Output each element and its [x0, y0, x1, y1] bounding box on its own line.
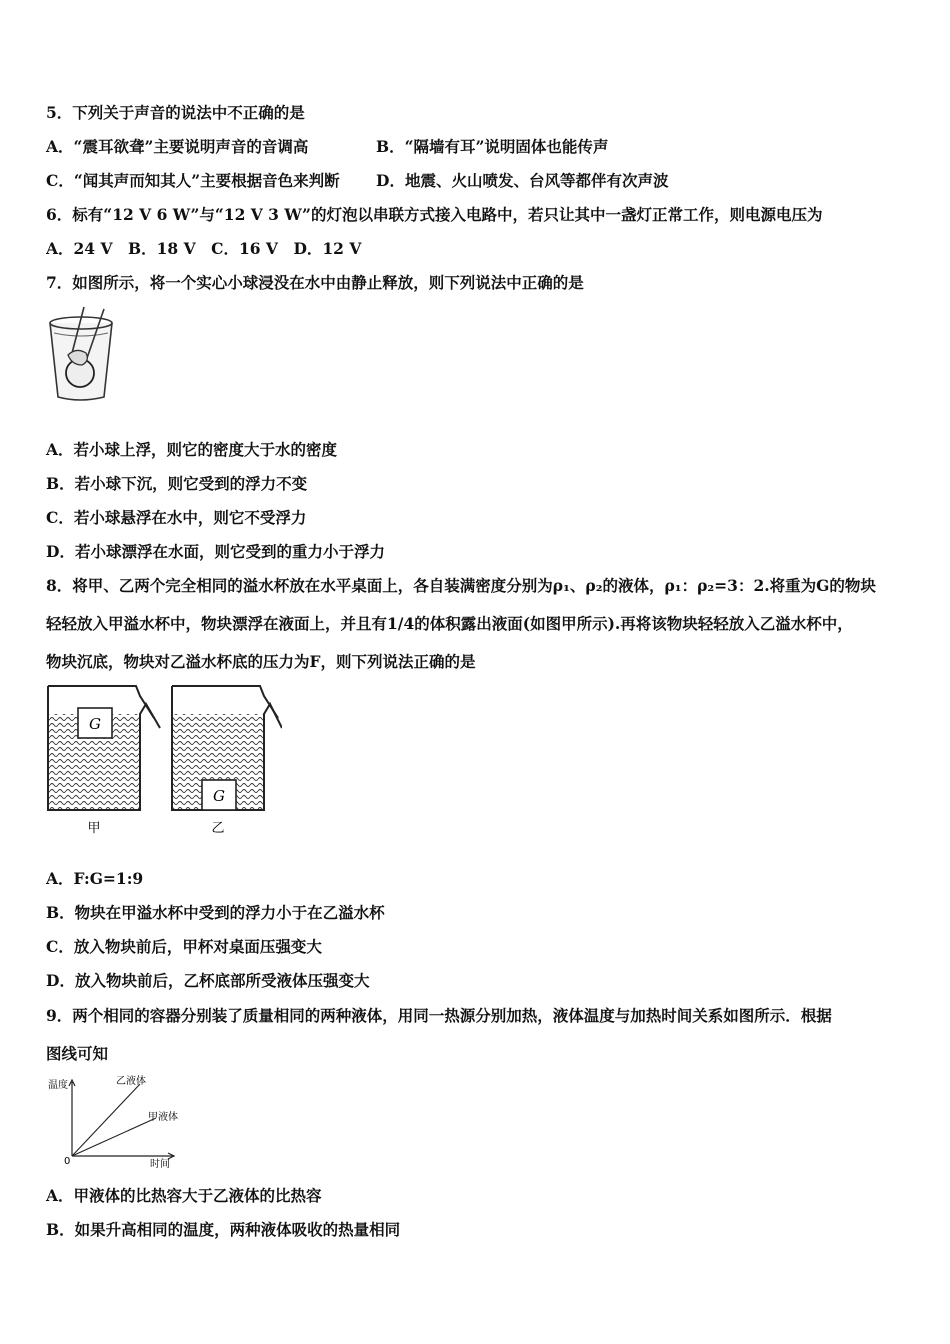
q7-figure-cup [46, 305, 118, 403]
q8-stem-line2: 轻轻放入甲溢水杯中，物块漂浮在液面上，并且有1/4的体积露出液面(如图甲所示).再将该物块轻轻放入乙溢水杯中， [46, 614, 853, 633]
q8-block-label-right: G [213, 787, 225, 805]
q9-graph-xlabel: 时间 [150, 1159, 170, 1170]
q8-label-jia: 甲 [87, 821, 101, 836]
q6-stem: 6．标有“12 V 6 W”与“12 V 3 W”的灯泡以串联方式接入电路中，若只让其中一盏灯正常工作，则电源电压为 [46, 205, 823, 224]
q8-option-d: D．放入物块前后，乙杯底部所受液体压强变大 [46, 971, 370, 990]
q5-option-c: C．“闻其声而知其人”主要根据音色来判断 [46, 171, 340, 190]
q9-option-a: A．甲液体的比热容大于乙液体的比热容 [46, 1186, 322, 1205]
q7-option-d: D．若小球漂浮在水面，则它受到的重力小于浮力 [46, 542, 385, 561]
q8-option-a: A．F:G=1:9 [46, 869, 144, 888]
q8-stem-line1: 8．将甲、乙两个完全相同的溢水杯放在水平桌面上，各自装满密度分别为ρ₁、ρ₂的液体，ρ₁：ρ₂=3：2.将重为G的物块 [46, 576, 876, 595]
q6-options: A．24 V B．18 V C．16 V D．12 V [46, 239, 362, 258]
q7-option-c: C．若小球悬浮在水中，则它不受浮力 [46, 508, 307, 527]
q8-figure-cups [42, 680, 282, 840]
q9-graph-origin: 0 [64, 1156, 71, 1167]
q5-option-b: B．“隔墙有耳”说明固体也能传声 [376, 137, 609, 156]
q8-label-yi: 乙 [211, 821, 225, 836]
q5-option-d: D．地震、火山喷发、台风等都伴有次声波 [376, 171, 669, 190]
q5-option-a: A．“震耳欲聋”主要说明声音的音调高 [46, 137, 309, 156]
q8-option-b: B．物块在甲溢水杯中受到的浮力小于在乙溢水杯 [46, 903, 385, 922]
q9-graph-label-jia: 甲液体 [148, 1112, 178, 1123]
q7-option-a: A．若小球上浮，则它的密度大于水的密度 [46, 440, 338, 459]
q9-graph-label-yi: 乙液体 [116, 1076, 146, 1087]
q5-stem: 5．下列关于声音的说法中不正确的是 [46, 103, 305, 122]
q8-stem-line3: 物块沉底，物块对乙溢水杯底的压力为F，则下列说法正确的是 [46, 652, 476, 671]
q9-stem-line2: 图线可知 [46, 1044, 109, 1063]
q7-option-b: B．若小球下沉，则它受到的浮力不变 [46, 474, 308, 493]
q9-stem-line1: 9．两个相同的容器分别装了质量相同的两种液体，用同一热源分别加热，液体温度与加热时间关系如图所示．根据 [46, 1006, 832, 1025]
q9-option-b: B．如果升高相同的温度，两种液体吸收的热量相同 [46, 1220, 401, 1239]
q9-graph-ylabel: 温度 [48, 1080, 68, 1091]
q9-temperature-graph [44, 1070, 194, 1170]
q7-stem: 7．如图所示，将一个实心小球浸没在水中由静止释放，则下列说法中正确的是 [46, 273, 584, 292]
q8-block-label-left: G [89, 715, 101, 733]
q8-option-c: C．放入物块前后，甲杯对桌面压强变大 [46, 937, 322, 956]
